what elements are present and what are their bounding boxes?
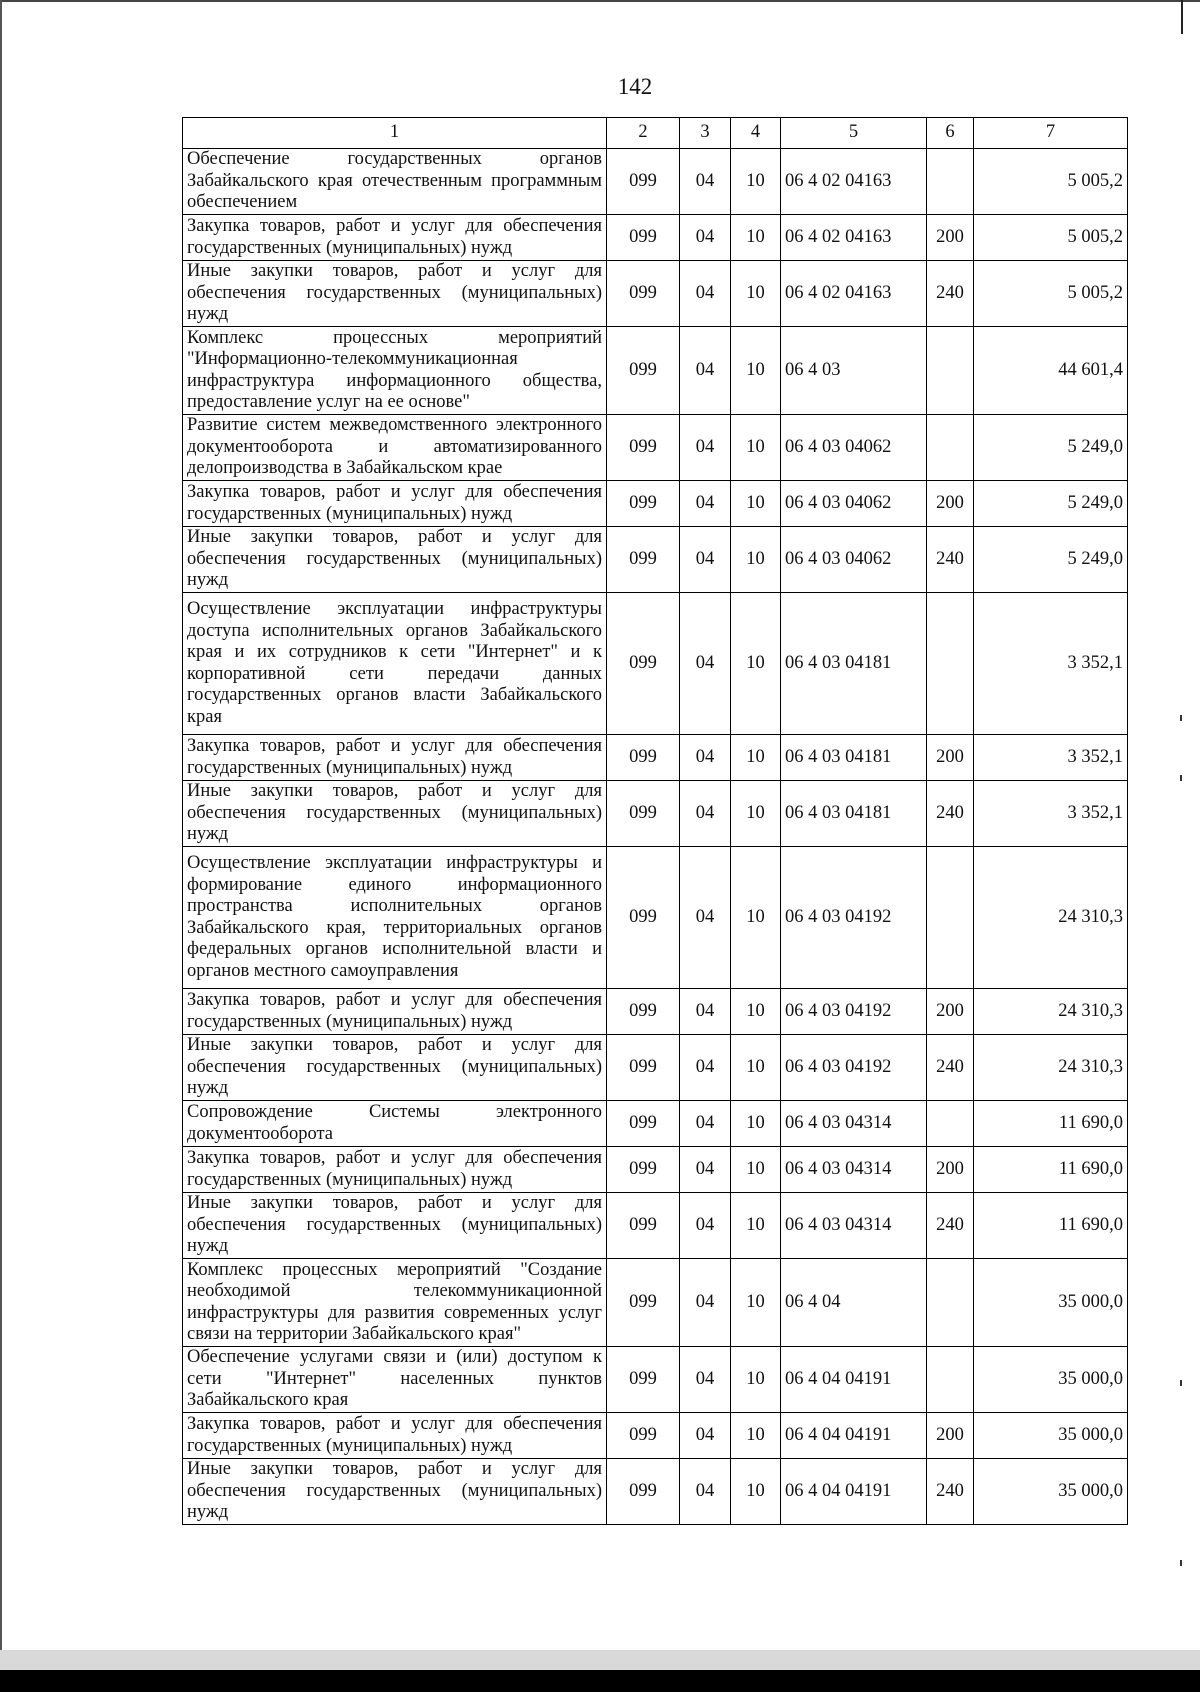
item-name-cell: Иные закупки товаров, работ и услуг для обеспечения государственных (муниципальных) нужд bbox=[183, 1459, 607, 1525]
table-row bbox=[183, 149, 1128, 215]
expense-type-cell bbox=[927, 1259, 974, 1347]
subsection-code-cell: 10 bbox=[731, 1101, 781, 1147]
table-row bbox=[183, 1101, 1128, 1147]
section-code-cell: 04 bbox=[680, 781, 731, 847]
table-row bbox=[183, 781, 1128, 847]
table-row bbox=[183, 735, 1128, 781]
item-name-cell: Иные закупки товаров, работ и услуг для обеспечения государственных (муниципальных) нужд bbox=[183, 1035, 607, 1101]
target-article-cell: 06 4 03 04192 bbox=[781, 847, 927, 989]
section-code-cell: 04 bbox=[680, 149, 731, 215]
table-row bbox=[183, 327, 1128, 415]
target-article-cell: 06 4 02 04163 bbox=[781, 261, 927, 327]
scan-edge-left bbox=[0, 0, 2, 1692]
ministry-code-cell: 099 bbox=[607, 149, 680, 215]
expense-type-cell: 240 bbox=[927, 261, 974, 327]
ministry-code-cell: 099 bbox=[607, 781, 680, 847]
amount-cell: 35 000,0 bbox=[974, 1259, 1128, 1347]
ministry-code-cell: 099 bbox=[607, 1101, 680, 1147]
expense-type-cell bbox=[927, 149, 974, 215]
table-row bbox=[183, 1147, 1128, 1193]
section-code-cell: 04 bbox=[680, 481, 731, 527]
target-article-cell: 06 4 03 04181 bbox=[781, 781, 927, 847]
section-code-cell: 04 bbox=[680, 1259, 731, 1347]
table-row bbox=[183, 847, 1128, 989]
target-article-cell: 06 4 03 04062 bbox=[781, 415, 927, 481]
expense-type-cell: 200 bbox=[927, 1147, 974, 1193]
subsection-code-cell: 10 bbox=[731, 735, 781, 781]
header-cell: 7 bbox=[974, 118, 1128, 149]
target-article-cell: 06 4 03 04314 bbox=[781, 1193, 927, 1259]
target-article-cell: 06 4 03 bbox=[781, 327, 927, 415]
header-cell: 3 bbox=[680, 118, 731, 149]
expense-type-cell bbox=[927, 415, 974, 481]
table-row bbox=[183, 261, 1128, 327]
table-body bbox=[183, 118, 1128, 1525]
item-name-cell: Комплекс процессных мероприятий "Создание необходимой телекоммуникационной инфраструктуры для развития современных услуг связи на территории Забайкальского края" bbox=[183, 1259, 607, 1347]
scan-speck bbox=[1180, 715, 1182, 721]
expense-type-cell: 200 bbox=[927, 735, 974, 781]
ministry-code-cell: 099 bbox=[607, 1459, 680, 1525]
table-row bbox=[183, 1459, 1128, 1525]
target-article-cell: 06 4 04 04191 bbox=[781, 1413, 927, 1459]
ministry-code-cell: 099 bbox=[607, 1259, 680, 1347]
amount-cell: 35 000,0 bbox=[974, 1459, 1128, 1525]
ministry-code-cell: 099 bbox=[607, 735, 680, 781]
subsection-code-cell: 10 bbox=[731, 215, 781, 261]
subsection-code-cell: 10 bbox=[731, 261, 781, 327]
target-article-cell: 06 4 04 04191 bbox=[781, 1459, 927, 1525]
scan-edge-top bbox=[0, 0, 1200, 2]
expense-type-cell bbox=[927, 593, 974, 735]
amount-cell: 35 000,0 bbox=[974, 1413, 1128, 1459]
subsection-code-cell: 10 bbox=[731, 481, 781, 527]
budget-table bbox=[182, 117, 1128, 1525]
expense-type-cell bbox=[927, 1347, 974, 1413]
table-row bbox=[183, 1259, 1128, 1347]
table-header-row bbox=[183, 118, 1128, 149]
header-cell: 5 bbox=[781, 118, 927, 149]
subsection-code-cell: 10 bbox=[731, 1147, 781, 1193]
target-article-cell: 06 4 03 04314 bbox=[781, 1147, 927, 1193]
expense-type-cell: 200 bbox=[927, 215, 974, 261]
section-code-cell: 04 bbox=[680, 1147, 731, 1193]
item-name-cell: Иные закупки товаров, работ и услуг для обеспечения государственных (муниципальных) нужд bbox=[183, 781, 607, 847]
target-article-cell: 06 4 03 04181 bbox=[781, 735, 927, 781]
item-name-cell: Развитие систем межведомственного электронного документооборота и автоматизированного делопроизводства в Забайкальском крае bbox=[183, 415, 607, 481]
target-article-cell: 06 4 04 04191 bbox=[781, 1347, 927, 1413]
target-article-cell: 06 4 03 04062 bbox=[781, 527, 927, 593]
subsection-code-cell: 10 bbox=[731, 1259, 781, 1347]
item-name-cell: Закупка товаров, работ и услуг для обеспечения государственных (муниципальных) нужд bbox=[183, 1147, 607, 1193]
ministry-code-cell: 099 bbox=[607, 1035, 680, 1101]
page-number: 142 bbox=[617, 74, 653, 99]
header-cell: 1 bbox=[183, 118, 607, 149]
expense-type-cell: 240 bbox=[927, 1035, 974, 1101]
item-name-cell: Закупка товаров, работ и услуг для обеспечения государственных (муниципальных) нужд bbox=[183, 1413, 607, 1459]
subsection-code-cell: 10 bbox=[731, 1035, 781, 1101]
ministry-code-cell: 099 bbox=[607, 1347, 680, 1413]
amount-cell: 5 249,0 bbox=[974, 415, 1128, 481]
target-article-cell: 06 4 04 bbox=[781, 1259, 927, 1347]
section-code-cell: 04 bbox=[680, 1101, 731, 1147]
table-row bbox=[183, 1413, 1128, 1459]
subsection-code-cell: 10 bbox=[731, 527, 781, 593]
expense-type-cell: 200 bbox=[927, 1413, 974, 1459]
amount-cell: 35 000,0 bbox=[974, 1347, 1128, 1413]
target-article-cell: 06 4 03 04062 bbox=[781, 481, 927, 527]
amount-cell: 5 005,2 bbox=[974, 215, 1128, 261]
ministry-code-cell: 099 bbox=[607, 327, 680, 415]
item-name-cell: Закупка товаров, работ и услуг для обеспечения государственных (муниципальных) нужд bbox=[183, 735, 607, 781]
section-code-cell: 04 bbox=[680, 1193, 731, 1259]
expense-type-cell: 200 bbox=[927, 989, 974, 1035]
amount-cell: 5 005,2 bbox=[974, 149, 1128, 215]
table-row bbox=[183, 1035, 1128, 1101]
ministry-code-cell: 099 bbox=[607, 527, 680, 593]
amount-cell: 5 249,0 bbox=[974, 527, 1128, 593]
ministry-code-cell: 099 bbox=[607, 593, 680, 735]
section-code-cell: 04 bbox=[680, 415, 731, 481]
section-code-cell: 04 bbox=[680, 593, 731, 735]
expense-type-cell bbox=[927, 1101, 974, 1147]
subsection-code-cell: 10 bbox=[731, 1413, 781, 1459]
item-name-cell: Закупка товаров, работ и услуг для обеспечения государственных (муниципальных) нужд bbox=[183, 989, 607, 1035]
section-code-cell: 04 bbox=[680, 735, 731, 781]
ministry-code-cell: 099 bbox=[607, 1147, 680, 1193]
expense-type-cell: 240 bbox=[927, 1193, 974, 1259]
section-code-cell: 04 bbox=[680, 215, 731, 261]
item-name-cell: Сопровождение Системы электронного документооборота bbox=[183, 1101, 607, 1147]
amount-cell: 3 352,1 bbox=[974, 593, 1128, 735]
expense-type-cell: 240 bbox=[927, 527, 974, 593]
table-row bbox=[183, 415, 1128, 481]
subsection-code-cell: 10 bbox=[731, 847, 781, 989]
subsection-code-cell: 10 bbox=[731, 1193, 781, 1259]
item-name-cell: Обеспечение услугами связи и (или) доступом к сети "Интернет" населенных пунктов Забайкальского края bbox=[183, 1347, 607, 1413]
section-code-cell: 04 bbox=[680, 1035, 731, 1101]
target-article-cell: 06 4 03 04192 bbox=[781, 1035, 927, 1101]
amount-cell: 3 352,1 bbox=[974, 735, 1128, 781]
subsection-code-cell: 10 bbox=[731, 327, 781, 415]
section-code-cell: 04 bbox=[680, 327, 731, 415]
target-article-cell: 06 4 02 04163 bbox=[781, 149, 927, 215]
table-row bbox=[183, 989, 1128, 1035]
ministry-code-cell: 099 bbox=[607, 261, 680, 327]
item-name-cell: Закупка товаров, работ и услуг для обеспечения государственных (муниципальных) нужд bbox=[183, 215, 607, 261]
subsection-code-cell: 10 bbox=[731, 593, 781, 735]
scan-shadow-bottom bbox=[0, 1650, 1200, 1670]
ministry-code-cell: 099 bbox=[607, 481, 680, 527]
ministry-code-cell: 099 bbox=[607, 1193, 680, 1259]
target-article-cell: 06 4 02 04163 bbox=[781, 215, 927, 261]
amount-cell: 11 690,0 bbox=[974, 1193, 1128, 1259]
amount-cell: 5 005,2 bbox=[974, 261, 1128, 327]
ministry-code-cell: 099 bbox=[607, 1413, 680, 1459]
scan-speck bbox=[1180, 1380, 1182, 1386]
section-code-cell: 04 bbox=[680, 847, 731, 989]
expense-type-cell: 240 bbox=[927, 781, 974, 847]
table-row bbox=[183, 215, 1128, 261]
table-row bbox=[183, 1347, 1128, 1413]
subsection-code-cell: 10 bbox=[731, 781, 781, 847]
section-code-cell: 04 bbox=[680, 261, 731, 327]
amount-cell: 11 690,0 bbox=[974, 1101, 1128, 1147]
header-cell: 4 bbox=[731, 118, 781, 149]
table-row bbox=[183, 527, 1128, 593]
section-code-cell: 04 bbox=[680, 1347, 731, 1413]
subsection-code-cell: 10 bbox=[731, 989, 781, 1035]
section-code-cell: 04 bbox=[680, 989, 731, 1035]
subsection-code-cell: 10 bbox=[731, 1347, 781, 1413]
item-name-cell: Осуществление эксплуатации инфраструктуры доступа исполнительных органов Забайкальского края и их сотрудников к сети "Интернет" и к корпоративной сети передачи данных государственных органов власти Забайкальского края bbox=[183, 593, 607, 735]
item-name-cell: Обеспечение государственных органов Забайкальского края отечественным программным обеспечением bbox=[183, 149, 607, 215]
header-cell: 6 bbox=[927, 118, 974, 149]
amount-cell: 24 310,3 bbox=[974, 1035, 1128, 1101]
amount-cell: 5 249,0 bbox=[974, 481, 1128, 527]
section-code-cell: 04 bbox=[680, 527, 731, 593]
ministry-code-cell: 099 bbox=[607, 415, 680, 481]
table-row bbox=[183, 1193, 1128, 1259]
amount-cell: 44 601,4 bbox=[974, 327, 1128, 415]
expense-type-cell bbox=[927, 847, 974, 989]
item-name-cell: Иные закупки товаров, работ и услуг для обеспечения государственных (муниципальных) нужд bbox=[183, 527, 607, 593]
item-name-cell: Иные закупки товаров, работ и услуг для обеспечения государственных (муниципальных) нужд bbox=[183, 261, 607, 327]
section-code-cell: 04 bbox=[680, 1413, 731, 1459]
ministry-code-cell: 099 bbox=[607, 847, 680, 989]
section-code-cell: 04 bbox=[680, 1459, 731, 1525]
subsection-code-cell: 10 bbox=[731, 415, 781, 481]
amount-cell: 24 310,3 bbox=[974, 989, 1128, 1035]
scan-edge-bottom bbox=[0, 1670, 1200, 1692]
amount-cell: 3 352,1 bbox=[974, 781, 1128, 847]
scan-speck bbox=[1180, 1560, 1182, 1566]
subsection-code-cell: 10 bbox=[731, 149, 781, 215]
amount-cell: 24 310,3 bbox=[974, 847, 1128, 989]
scan-edge-right bbox=[1181, 0, 1183, 34]
table-row bbox=[183, 593, 1128, 735]
item-name-cell: Комплекс процессных мероприятий "Информационно-телекоммуникационная инфраструктура информационного общества, предоставление услуг на ее основе" bbox=[183, 327, 607, 415]
item-name-cell: Осуществление эксплуатации инфраструктуры и формирование единого информационного пространства исполнительных органов Забайкальского края, территориальных органов федеральных органов исполнительной власти и органов местного самоуправления bbox=[183, 847, 607, 989]
table-row bbox=[183, 481, 1128, 527]
ministry-code-cell: 099 bbox=[607, 989, 680, 1035]
ministry-code-cell: 099 bbox=[607, 215, 680, 261]
expense-type-cell bbox=[927, 327, 974, 415]
scan-speck bbox=[1180, 775, 1182, 781]
item-name-cell: Иные закупки товаров, работ и услуг для обеспечения государственных (муниципальных) нужд bbox=[183, 1193, 607, 1259]
header-cell: 2 bbox=[607, 118, 680, 149]
subsection-code-cell: 10 bbox=[731, 1459, 781, 1525]
target-article-cell: 06 4 03 04192 bbox=[781, 989, 927, 1035]
amount-cell: 11 690,0 bbox=[974, 1147, 1128, 1193]
expense-type-cell: 200 bbox=[927, 481, 974, 527]
expense-type-cell: 240 bbox=[927, 1459, 974, 1525]
item-name-cell: Закупка товаров, работ и услуг для обеспечения государственных (муниципальных) нужд bbox=[183, 481, 607, 527]
target-article-cell: 06 4 03 04181 bbox=[781, 593, 927, 735]
target-article-cell: 06 4 03 04314 bbox=[781, 1101, 927, 1147]
